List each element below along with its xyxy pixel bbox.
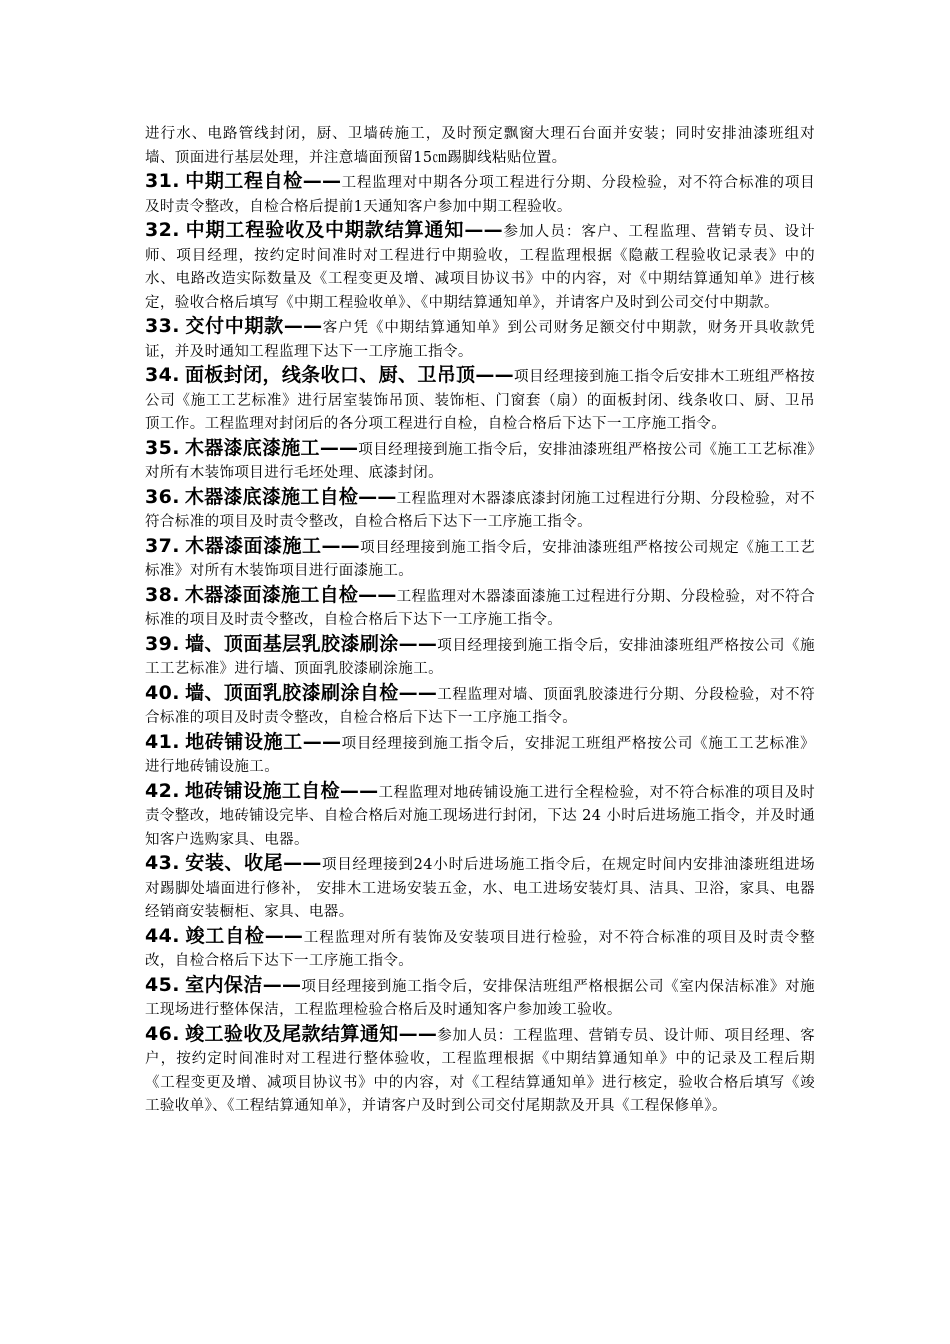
item-body: 项目经理接到施工指令后，安排泥工班组严格按公司《施工工艺标准》进行地砖铺设施工。 [145, 735, 816, 775]
item-title: 交付中期款—— [185, 315, 323, 337]
intro-paragraph: 进行水、电路管线封闭，厨、卫墙砖施工，及时预定飘窗大理石台面并安装；同时安排油漆班组对墙、顶面进行基层处理，并注意墙面预留15㎝踢脚线粘贴位置。 [145, 126, 815, 166]
item-number: 40. [145, 681, 180, 704]
item-title: 墙、顶面乳胶漆刷涂自检—— [185, 681, 438, 704]
item-number: 35. [145, 436, 180, 459]
item-number: 36. [145, 485, 180, 508]
item-number: 43. [145, 852, 180, 874]
item-body: 项目经理接到24小时后进场施工指令后，在规定时间内安排油漆班组进场对踢脚处墙面进行修补， 安排木工进场安装五金，水、电工进场安装灯具、洁具、卫浴，家具、电器经销商安装橱柜、家具、电器。 [145, 857, 816, 920]
item-number: 34. [145, 364, 180, 386]
item-number: 31. [145, 170, 180, 192]
item-body: 工程监理对木器漆面漆施工过程进行分期、分段检验，对不符合标准的项目及时责令整改，自检合格后下达下一工序施工指令。 [145, 588, 815, 628]
procedure-item [145, 780, 815, 853]
item-title: 竣工自检—— [185, 924, 304, 947]
procedure-item [145, 852, 815, 925]
item-body: 工程监理对地砖铺设施工进行全程检验，对不符合标准的项目及时责令整改，地砖铺设完毕、自检合格后对施工现场进行封闭，下达 24 小时后进场施工指令，并及时通知客户选购家具、电器。 [145, 784, 815, 848]
item-body: 项目经理接到施工指令后安排木工班组严格按公司《施工工艺标准》进行居室装饰吊顶、装饰柜、门窗套（扇）的面板封闭、线条收口、厨、卫吊顶工作。工程监理对封闭后的各分项工程进行自检，自检合格后下达下一工序施工指令。 [145, 369, 816, 432]
procedure-item [145, 535, 815, 584]
document-body [145, 123, 815, 1119]
item-body: 项目经理接到施工指令后，安排保洁班组严格根据公司《室内保洁标准》对施工现场进行整体保洁，工程监理检验合格后及时通知客户参加竣工验收。 [145, 978, 815, 1018]
item-number: 32. [145, 219, 180, 241]
item-title: 面板封闭，线条收口、厨、卫吊顶—— [185, 364, 514, 386]
item-body: 客户凭《中期结算通知单》到公司财务足额交付中期款，财务开具收款凭证，并及时通知工程监理下达下一工序施工指令。 [145, 320, 815, 360]
procedure-item [145, 633, 815, 682]
procedure-item [145, 219, 815, 315]
item-number: 37. [145, 534, 180, 557]
item-body: 工程监理对木器漆底漆封闭施工过程进行分期、分段检验，对不符合标准的项目及时责令整改，自检合格后下达下一工序施工指令。 [145, 490, 815, 530]
procedure-item [145, 170, 815, 219]
item-title: 木器漆面漆施工自检—— [184, 583, 397, 606]
item-body: 工程监理对所有装饰及安装项目进行检验，对不符合标准的项目及时责令整改，自检合格后下达下一工序施工指令。 [145, 929, 816, 969]
item-title: 地砖铺设施工—— [185, 730, 342, 753]
item-title: 室内保洁—— [185, 973, 302, 996]
item-number: 38. [145, 583, 180, 606]
procedure-item [145, 364, 815, 437]
item-title: 木器漆底漆施工自检—— [184, 485, 397, 508]
procedure-item [145, 584, 815, 633]
item-number: 41. [145, 730, 180, 753]
item-body: 项目经理接到施工指令后，安排油漆班组严格按公司《施工工艺标准》进行墙、顶面乳胶漆刷涂施工。 [145, 637, 815, 677]
procedure-item [145, 682, 815, 731]
item-body: 项目经理接到施工指令后，安排油漆班组严格按公司规定《施工工艺标准》对所有木装饰项目进行面漆施工。 [145, 539, 815, 579]
item-body: 参加人员：工程监理、营销专员、设计师、项目经理、客户，按约定时间准时对工程进行整体验收，工程监理根据《中期结算通知单》中的记录及工程后期《工程变更及增、减项目协议书》中的内容，对《工程结算通知单》进行核定，验收合格后填写《竣工验收单》、《工程结算通知单》，并请客户及时到公司交付尾期款及开具《工程保修单》。 [145, 1027, 815, 1114]
item-number: 42. [145, 779, 180, 802]
item-body: 工程监理对中期各分项工程进行分期、分段检验，对不符合标准的项目及时责令整改，自检合格后提前1天通知客户参加中期工程验收。 [145, 175, 816, 215]
item-title: 安装、收尾—— [185, 852, 322, 874]
item-body: 参加人员：客户、工程监理、营销专员、设计师、项目经理，按约定时间准时对工程进行中期验收，工程监理根据《隐蔽工程验收记录表》中的水、电路改造实际数量及《工程变更及增、减项目协议书》中的内容，对《中期结算通知单》进行核定，验收合格后填写《中期工程验收单》、《中期结算通知单》，并请客户及时到公司交付中期款。 [145, 224, 816, 311]
procedure-item [145, 486, 815, 535]
item-number: 44. [145, 924, 180, 947]
item-title: 竣工验收及尾款结算通知—— [185, 1022, 438, 1045]
item-title: 中期工程自检—— [185, 170, 342, 192]
item-title: 木器漆底漆施工—— [184, 436, 359, 459]
procedure-item [145, 974, 815, 1023]
procedure-item [145, 437, 815, 486]
item-body: 工程监理对墙、顶面乳胶漆进行分期、分段检验，对不符合标准的项目及时责令整改，自检合格后下达下一工序施工指令。 [145, 686, 815, 726]
item-title: 地砖铺设施工自检—— [185, 779, 379, 802]
item-number: 39. [145, 632, 180, 655]
procedure-list [145, 170, 815, 1119]
item-title: 墙、顶面基层乳胶漆刷涂—— [185, 632, 438, 655]
procedure-item [145, 1023, 815, 1119]
item-number: 46. [145, 1022, 180, 1045]
procedure-item [145, 731, 815, 780]
item-number: 45. [145, 973, 180, 996]
item-title: 木器漆面漆施工—— [185, 534, 360, 557]
item-number: 33. [145, 315, 180, 337]
procedure-item [145, 925, 815, 974]
procedure-item [145, 315, 815, 364]
item-title: 中期工程验收及中期款结算通知—— [185, 219, 503, 241]
item-body: 项目经理接到施工指令后，安排油漆班组严格按公司《施工工艺标准》对所有木装饰项目进行毛坯处理、底漆封闭。 [145, 441, 815, 481]
